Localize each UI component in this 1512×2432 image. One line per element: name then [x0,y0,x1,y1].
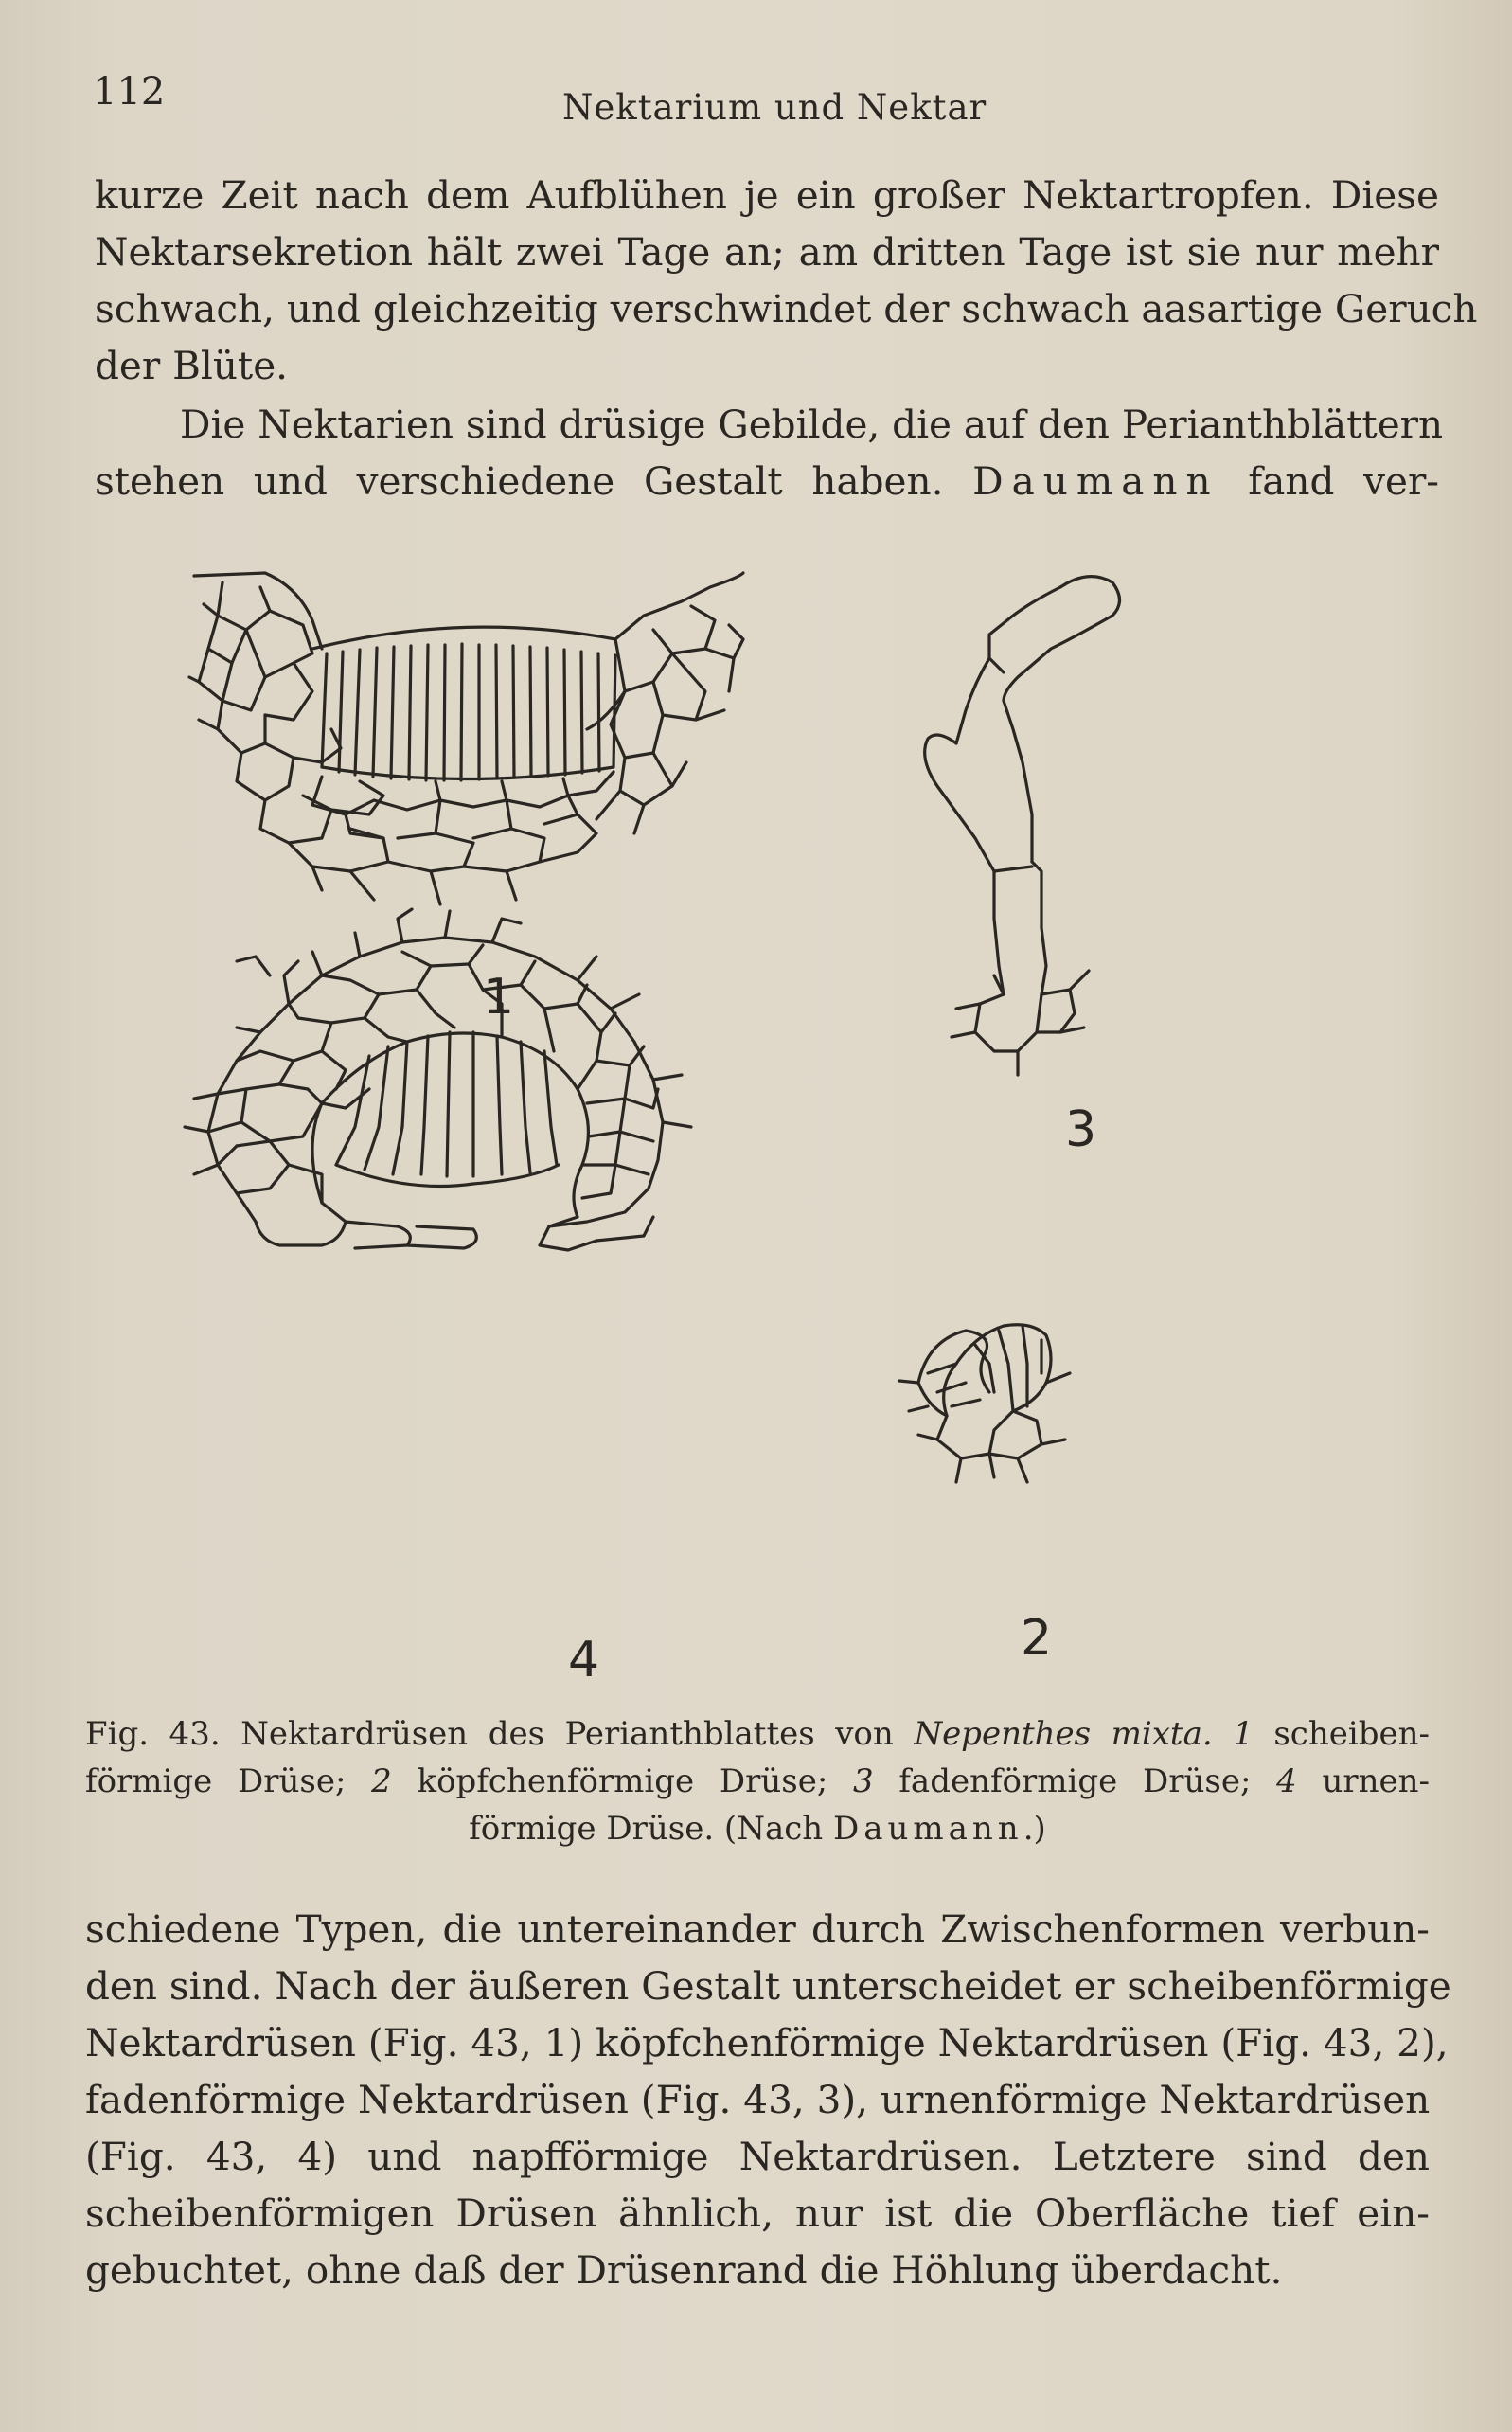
caption-text: fadenförmige Drüse; [873,1762,1277,1800]
running-title: Nektarium und Nektar [562,87,987,128]
caption-text: förmige Drüse; [85,1762,372,1800]
caption-number: 3 [853,1762,874,1800]
urn-gland-drawing [185,909,691,1250]
figure-label-4: 4 [568,1632,600,1689]
author-name: Daumann [972,458,1219,504]
caption-text: Fig. 43. Nektardrüsen des Perianthblattes von [85,1715,915,1753]
figure-43-drawings [180,559,1297,1714]
head-gland-drawing [899,1325,1070,1482]
caption-line [85,1710,1430,1758]
text-line: scheibenförmigen Drüsen ähnlich, nur ist die Oberfläche tief ein- [85,2191,1430,2236]
text-line: Nektarsekretion hält zwei Tage an; am dritten Tage ist sie nur mehr [95,229,1439,275]
text-line: Die Nektarien sind drüsige Gebilde, die auf den Perianthblättern [180,402,1444,447]
text-line: fadenförmige Nektardrüsen (Fig. 43, 3), urnenförmige Nektardrüsen [85,2077,1431,2122]
text-segment: fand ver- [1248,458,1439,504]
caption-text: urnen- [1296,1762,1430,1800]
caption-line [85,1805,1430,1852]
caption-number: 1 [1233,1715,1254,1753]
paragraph-3 [85,1901,1451,2298]
page-number: 112 [93,70,166,114]
disc-gland-drawing [189,573,743,904]
thread-gland-drawing [925,577,1120,1075]
page-header [93,70,1447,127]
figure-caption [85,1710,1430,1852]
figure-label-1: 1 [483,969,515,1026]
caption-text: köpfchenförmige Drüse; [391,1762,853,1800]
caption-text: .) [1023,1810,1046,1848]
gland-drawings [180,559,1297,1714]
text-line: kurze Zeit nach dem Aufblühen je ein großer Nektartropfen. Diese [95,172,1439,218]
text-line: schiedene Typen, die untereinander durch Zwischenformen verbun- [85,1906,1430,1952]
caption-number: 4 [1276,1762,1297,1800]
text-line: (Fig. 43, 4) und napfförmige Nektardrüsen. Letztere sind den [85,2134,1430,2179]
text-segment: stehen und verschiedene Gestalt haben. [95,458,944,504]
text-line: den sind. Nach der äußeren Gestalt unterscheidet er scheibenförmige [85,1963,1451,2009]
text-line [95,453,1439,510]
paragraph-2 [95,396,1444,510]
paragraph-1 [95,167,1478,394]
text-line: schwach, und gleichzeitig verschwindet der schwach aasartige Geruch [95,286,1478,331]
author-name: Daumann [832,1810,1023,1848]
text-line: der Blüte. [95,343,289,388]
caption-line [85,1758,1430,1805]
caption-number: 2 [371,1762,392,1800]
text-line: Nektardrüsen (Fig. 43, 1) köpfchenförmige Nektardrüsen (Fig. 43, 2), [85,2020,1449,2065]
figure-label-2: 2 [1021,1610,1053,1667]
caption-text: förmige Drüse. (Nach [469,1810,833,1848]
species-name: Nepenthes mixta. [914,1715,1213,1753]
text-line: gebuchtet, ohne daß der Drüsenrand die Höhlung überdacht. [85,2247,1283,2293]
caption-text: scheiben- [1253,1715,1431,1753]
figure-label-3: 3 [1065,1101,1097,1158]
